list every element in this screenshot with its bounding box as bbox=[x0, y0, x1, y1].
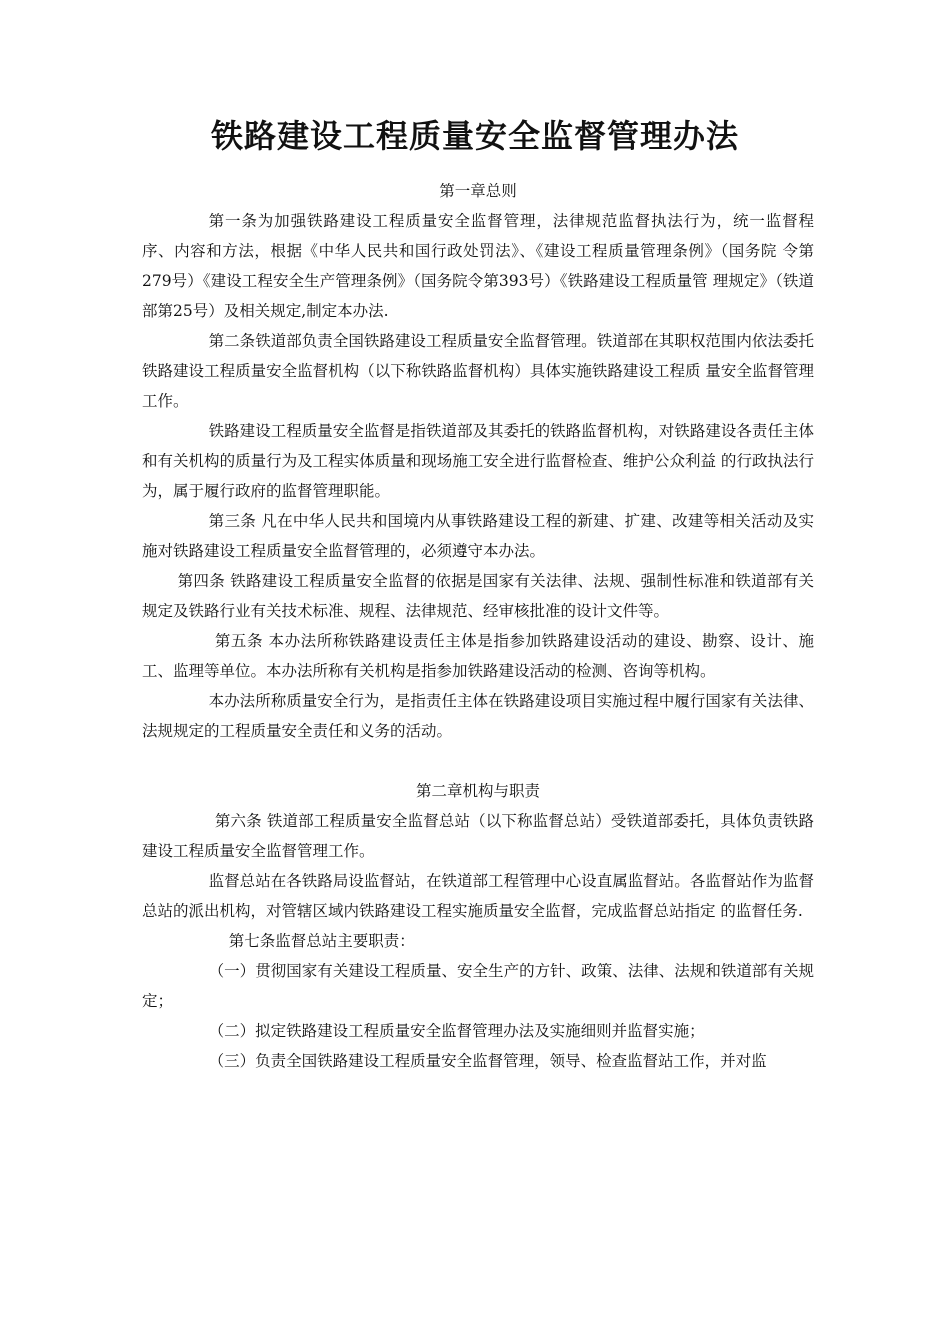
document-title: 铁路建设工程质量安全监督管理办法 bbox=[210, 117, 739, 155]
chapter-2-heading: 第二章机构与职责 bbox=[415, 782, 540, 800]
chapter-1-heading: 第一章总则 bbox=[439, 182, 517, 200]
article-7-item-1: （一）贯彻国家有关建设工程质量、安全生产的方针、政策、法律、法规和铁道部有关规定； bbox=[142, 962, 814, 1010]
article-2: 第二条铁道部负责全国铁路建设工程质量安全监督管理。铁道部在其职权范围内依法委托铁路建设工程质量安全监督机构（以下称铁路监督机构）具体实施铁路建设工程质 量安全监督管理工作。 bbox=[142, 332, 814, 410]
article-2-supplement: 铁路建设工程质量安全监督是指铁道部及其委托的铁路监督机构，对铁路建设各责任主体和有关机构的质量行为及工程实体质量和现场施工安全进行监督检查、维护公众利益 的行政执法行为，属于履行政府的监督管理职能。 bbox=[142, 422, 814, 500]
article-7: 第七条监督总站主要职责： bbox=[228, 932, 415, 950]
article-7-item-3: （三）负责全国铁路建设工程质量安全监督管理，领导、检查监督站工作，并对监 bbox=[208, 1052, 767, 1070]
article-6-supplement: 监督总站在各铁路局设监督站，在铁道部工程管理中心设直属监督站。各监督站作为监督总站的派出机构，对管辖区域内铁路建设工程实施质量安全监督，完成监督总站指定 的监督任务. bbox=[142, 872, 814, 920]
article-4: 第四条 铁路建设工程质量安全监督的依据是国家有关法律、法规、强制性标准和铁道部有关规定及铁路行业有关技术标准、规程、法律规范、经审核批准的设计文件等。 bbox=[142, 572, 814, 620]
article-6: 第六条 铁道部工程质量安全监督总站（以下称监督总站）受铁道部委托，具体负责铁路建设工程质量安全监督管理工作。 bbox=[142, 812, 814, 860]
article-3: 第三条 凡在中华人民共和国境内从事铁路建设工程的新建、扩建、改建等相关活动及实施对铁路建设工程质量安全监督管理的，必须遵守本办法。 bbox=[142, 512, 814, 560]
article-7-item-2: （二）拟定铁路建设工程质量安全监督管理办法及实施细则并监督实施； bbox=[208, 1022, 705, 1040]
article-5: 第五条 本办法所称铁路建设责任主体是指参加铁路建设活动的建设、勘察、设计、施工、监理等单位。本办法所称有关机构是指参加铁路建设活动的检测、咨询等机构。 bbox=[142, 632, 814, 680]
document-body bbox=[142, 176, 814, 1076]
article-1: 第一条为加强铁路建设工程质量安全监督管理，法律规范监督执法行为，统一监督程 序、内容和方法，根据《中华人民共和国行政处罚法》、《建设工程质量管理条例》（国务院 令第279号）《建设工程安全生产管理条例》（国务院令第393号）《铁路建设工程质量管 理规定》（铁道部第25号）及相关规定,制定本办法. bbox=[142, 212, 814, 320]
article-5-supplement: 本办法所称质量安全行为，是指责任主体在铁路建设项目实施过程中履行国家有关法律、法规规定的工程质量安全责任和义务的活动。 bbox=[142, 692, 814, 740]
